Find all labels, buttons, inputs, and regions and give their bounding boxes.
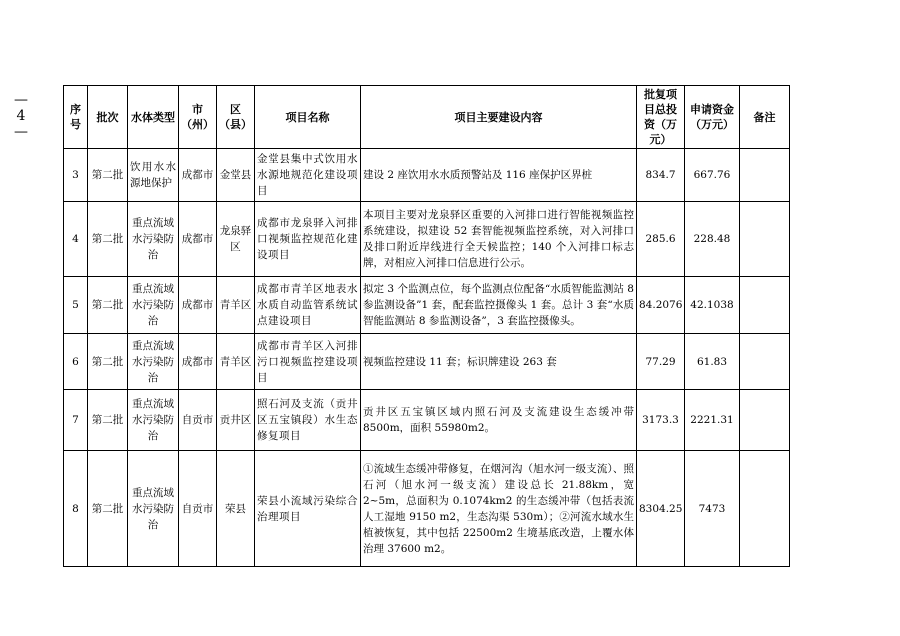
cell-content: 贡井区五宝镇区域内照石河及支流建设生态缓冲带 8500m，面积 55980m2。 <box>361 390 637 451</box>
cell-city: 自贡市 <box>179 390 217 451</box>
cell-project-name: 成都市青羊区地表水水质自动监管系统试点建设项目 <box>255 277 361 334</box>
cell-approved-invest: 77.29 <box>637 334 685 390</box>
table-row <box>64 334 790 390</box>
cell-batch: 第二批 <box>88 277 128 334</box>
cell-water-type: 重点流域水污染防治 <box>128 277 179 334</box>
cell-seq: 3 <box>64 149 88 202</box>
cell-seq: 8 <box>64 451 88 567</box>
cell-water-type: 饮用水水源地保护 <box>128 149 179 202</box>
page-number: — 4 — <box>10 92 32 140</box>
cell-project-name: 照石河及支流（贡井区五宝镇段）水生态修复项目 <box>255 390 361 451</box>
cell-seq: 4 <box>64 202 88 277</box>
cell-city: 成都市 <box>179 334 217 390</box>
table-row <box>64 277 790 334</box>
header-applied-funds: 申请资金（万元） <box>685 86 740 149</box>
cell-water-type: 重点流域水污染防治 <box>128 390 179 451</box>
header-batch: 批次 <box>88 86 128 149</box>
cell-city: 自贡市 <box>179 451 217 567</box>
table-row <box>64 390 790 451</box>
cell-applied-funds: 61.83 <box>685 334 740 390</box>
header-district: 区（县） <box>217 86 255 149</box>
cell-district: 贡井区 <box>217 390 255 451</box>
cell-district: 金堂县 <box>217 149 255 202</box>
header-water-type: 水体类型 <box>128 86 179 149</box>
project-table <box>63 85 790 567</box>
cell-seq: 6 <box>64 334 88 390</box>
cell-district: 荣县 <box>217 451 255 567</box>
cell-remarks <box>740 277 790 334</box>
cell-district: 青羊区 <box>217 277 255 334</box>
cell-remarks <box>740 149 790 202</box>
cell-seq: 5 <box>64 277 88 334</box>
cell-seq: 7 <box>64 390 88 451</box>
cell-approved-invest: 834.7 <box>637 149 685 202</box>
cell-city: 成都市 <box>179 149 217 202</box>
cell-remarks <box>740 334 790 390</box>
table-row <box>64 149 790 202</box>
cell-applied-funds: 2221.31 <box>685 390 740 451</box>
cell-content: 建设 2 座饮用水水质预警站及 116 座保护区界桩 <box>361 149 637 202</box>
table-row <box>64 451 790 567</box>
header-content: 项目主要建设内容 <box>361 86 637 149</box>
cell-batch: 第二批 <box>88 451 128 567</box>
cell-approved-invest: 3173.3 <box>637 390 685 451</box>
cell-approved-invest: 8304.25 <box>637 451 685 567</box>
cell-remarks <box>740 390 790 451</box>
cell-batch: 第二批 <box>88 334 128 390</box>
cell-city: 成都市 <box>179 277 217 334</box>
header-city: 市（州） <box>179 86 217 149</box>
cell-batch: 第二批 <box>88 390 128 451</box>
cell-project-name: 荣县小流域污染综合治理项目 <box>255 451 361 567</box>
cell-batch: 第二批 <box>88 202 128 277</box>
cell-remarks <box>740 451 790 567</box>
cell-applied-funds: 7473 <box>685 451 740 567</box>
cell-district: 青羊区 <box>217 334 255 390</box>
header-approved-invest: 批复项目总投资（万元） <box>637 86 685 149</box>
cell-content: 视频监控建设 11 套；标识牌建设 263 套 <box>361 334 637 390</box>
cell-applied-funds: 42.1038 <box>685 277 740 334</box>
cell-city: 成都市 <box>179 202 217 277</box>
cell-applied-funds: 667.76 <box>685 149 740 202</box>
header-seq: 序号 <box>64 86 88 149</box>
header-remarks: 备注 <box>740 86 790 149</box>
cell-water-type: 重点流域水污染防治 <box>128 334 179 390</box>
cell-water-type: 重点流域水污染防治 <box>128 202 179 277</box>
header-project-name: 项目名称 <box>255 86 361 149</box>
page-number-value: 4 <box>16 108 26 124</box>
cell-district: 龙泉驿区 <box>217 202 255 277</box>
cell-project-name: 金堂县集中式饮用水水源地规范化建设项目 <box>255 149 361 202</box>
cell-content: 拟定 3 个监测点位，每个监测点位配备“水质智能监测站 8 参监测设备”1 套，配套监控摄像头 1 套。总计 3 套“水质智能监测站 8 参监测设备”，3 套监控摄像头。 <box>361 277 637 334</box>
cell-approved-invest: 84.2076 <box>637 277 685 334</box>
header-row <box>64 86 790 149</box>
cell-batch: 第二批 <box>88 149 128 202</box>
cell-project-name: 成都市青羊区入河排污口视频监控建设项目 <box>255 334 361 390</box>
cell-content: 本项目主要对龙泉驿区重要的入河排口进行智能视频监控系统建设，拟建设 52 套智能视频监控系统，对入河排口及排口附近岸线进行全天候监控；140 个入河排口标志牌，对相应入河排口信息进行公示。 <box>361 202 637 277</box>
cell-applied-funds: 228.48 <box>685 202 740 277</box>
cell-water-type: 重点流域水污染防治 <box>128 451 179 567</box>
cell-project-name: 成都市龙泉驿入河排口视频监控规范化建设项目 <box>255 202 361 277</box>
cell-remarks <box>740 202 790 277</box>
cell-content: ①流域生态缓冲带修复，在烟河沟（旭水河一级支流）、照石河（旭水河一级支流）建设总长 21.88km，宽 2~5m，总面积为 0.1074km2 的生态缓冲带（包括表流人工湿地 9150 m2，生态沟渠 530m）；②河流水域水生植被恢复，其中包括 22500m2 生境基底改造，上覆水体治理 37600 m2。 <box>361 451 637 567</box>
cell-approved-invest: 285.6 <box>637 202 685 277</box>
table-row <box>64 202 790 277</box>
